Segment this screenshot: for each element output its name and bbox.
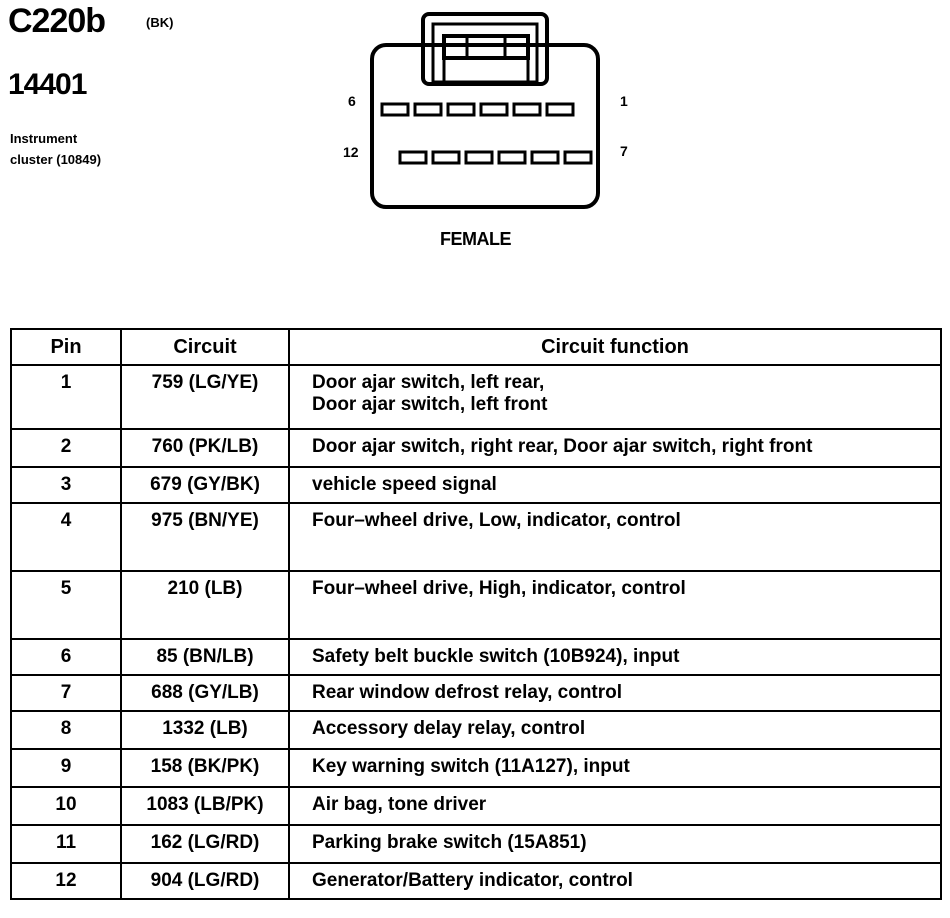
- function-line: Four–wheel drive, Low, indicator, control: [312, 510, 681, 531]
- pin-label-bottom-right: 7: [620, 143, 628, 159]
- table-row: [11, 711, 941, 749]
- part-number: 14401: [8, 68, 87, 101]
- cell-pin: 5: [11, 571, 121, 639]
- cavity: [499, 152, 525, 163]
- cell-circuit-function: [289, 639, 941, 675]
- function-line: Generator/Battery indicator, control: [312, 870, 633, 891]
- cavity: [565, 152, 591, 163]
- cell-circuit-function: [289, 429, 941, 467]
- cell-pin: 11: [11, 825, 121, 863]
- cell-circuit-function: [289, 787, 941, 825]
- table-row: [11, 571, 941, 639]
- component-description-line2: cluster (10849): [10, 152, 102, 167]
- function-line: Four–wheel drive, High, indicator, control: [312, 578, 686, 599]
- connector-id: C220b: [8, 2, 106, 40]
- cell-pin: 3: [11, 467, 121, 503]
- pin-label-top-right: 1: [620, 93, 628, 109]
- header-circuit-function: Circuit function: [289, 329, 941, 365]
- function-line: Parking brake switch (15A851): [312, 832, 587, 853]
- cell-circuit-function: [289, 749, 941, 787]
- table-row: [11, 749, 941, 787]
- cell-pin: 12: [11, 863, 121, 899]
- cell-circuit: 760 (PK/LB): [121, 429, 289, 467]
- cavity: [382, 104, 408, 115]
- cell-circuit-function: [289, 571, 941, 639]
- cell-pin: 2: [11, 429, 121, 467]
- function-line: Safety belt buckle switch (10B924), input: [312, 646, 680, 667]
- table-row: [11, 467, 941, 503]
- function-line: Door ajar switch, left front: [312, 394, 548, 415]
- cell-circuit: 975 (BN/YE): [121, 503, 289, 571]
- cell-circuit-function: [289, 675, 941, 711]
- function-line: vehicle speed signal: [312, 474, 497, 495]
- cell-circuit: 679 (GY/BK): [121, 467, 289, 503]
- cell-pin: 9: [11, 749, 121, 787]
- cell-circuit: 904 (LG/RD): [121, 863, 289, 899]
- header-circuit: Circuit: [121, 329, 289, 365]
- function-line: Door ajar switch, left rear,: [312, 372, 545, 393]
- cell-circuit: 1332 (LB): [121, 711, 289, 749]
- pin-label-top-left: 6: [348, 93, 356, 109]
- table-row: [11, 787, 941, 825]
- pin-label-bottom-left: 12: [343, 144, 359, 160]
- cavity-row-bottom: [400, 152, 591, 163]
- cell-pin: 4: [11, 503, 121, 571]
- cavity: [448, 104, 474, 115]
- cell-circuit-function: [289, 365, 941, 429]
- component-description-line1: Instrument: [10, 131, 78, 146]
- cell-circuit-function: [289, 503, 941, 571]
- cavity: [415, 104, 441, 115]
- function-line: Accessory delay relay, control: [312, 718, 586, 739]
- cell-pin: 7: [11, 675, 121, 711]
- table-row: [11, 863, 941, 899]
- cell-circuit: 1083 (LB/PK): [121, 787, 289, 825]
- pinout-table: [10, 328, 942, 900]
- cavity: [547, 104, 573, 115]
- function-line: Door ajar switch, right rear, Door ajar switch, right front: [312, 436, 813, 457]
- table-row: [11, 429, 941, 467]
- cell-pin: 8: [11, 711, 121, 749]
- table-row: [11, 365, 941, 429]
- header-pin: Pin: [11, 329, 121, 365]
- connector-color-code: (BK): [146, 15, 174, 30]
- cavity: [466, 152, 492, 163]
- connector-face-diagram: [0, 0, 950, 260]
- function-line: Key warning switch (11A127), input: [312, 756, 630, 777]
- connector-body: [372, 45, 598, 207]
- connector-gender-label: FEMALE: [440, 229, 511, 249]
- table-row: [11, 639, 941, 675]
- cell-circuit: 85 (BN/LB): [121, 639, 289, 675]
- cavity: [400, 152, 426, 163]
- cell-circuit: 759 (LG/YE): [121, 365, 289, 429]
- function-line: Air bag, tone driver: [312, 794, 487, 815]
- cell-circuit-function: [289, 711, 941, 749]
- cell-pin: 10: [11, 787, 121, 825]
- connector-latch: [423, 14, 547, 84]
- cavity: [481, 104, 507, 115]
- cavity: [532, 152, 558, 163]
- cell-circuit-function: [289, 825, 941, 863]
- cell-pin: 6: [11, 639, 121, 675]
- cell-circuit: 158 (BK/PK): [121, 749, 289, 787]
- function-line: Rear window defrost relay, control: [312, 682, 623, 703]
- table-row: [11, 503, 941, 571]
- cell-circuit: 688 (GY/LB): [121, 675, 289, 711]
- table-header-row: [11, 329, 941, 365]
- cavity-row-top: [382, 104, 573, 115]
- cell-circuit: 162 (LG/RD): [121, 825, 289, 863]
- cavity: [433, 152, 459, 163]
- cell-circuit-function: [289, 467, 941, 503]
- cell-circuit: 210 (LB): [121, 571, 289, 639]
- cell-pin: 1: [11, 365, 121, 429]
- cell-circuit-function: [289, 863, 941, 899]
- table-row: [11, 675, 941, 711]
- cavity: [514, 104, 540, 115]
- table-row: [11, 825, 941, 863]
